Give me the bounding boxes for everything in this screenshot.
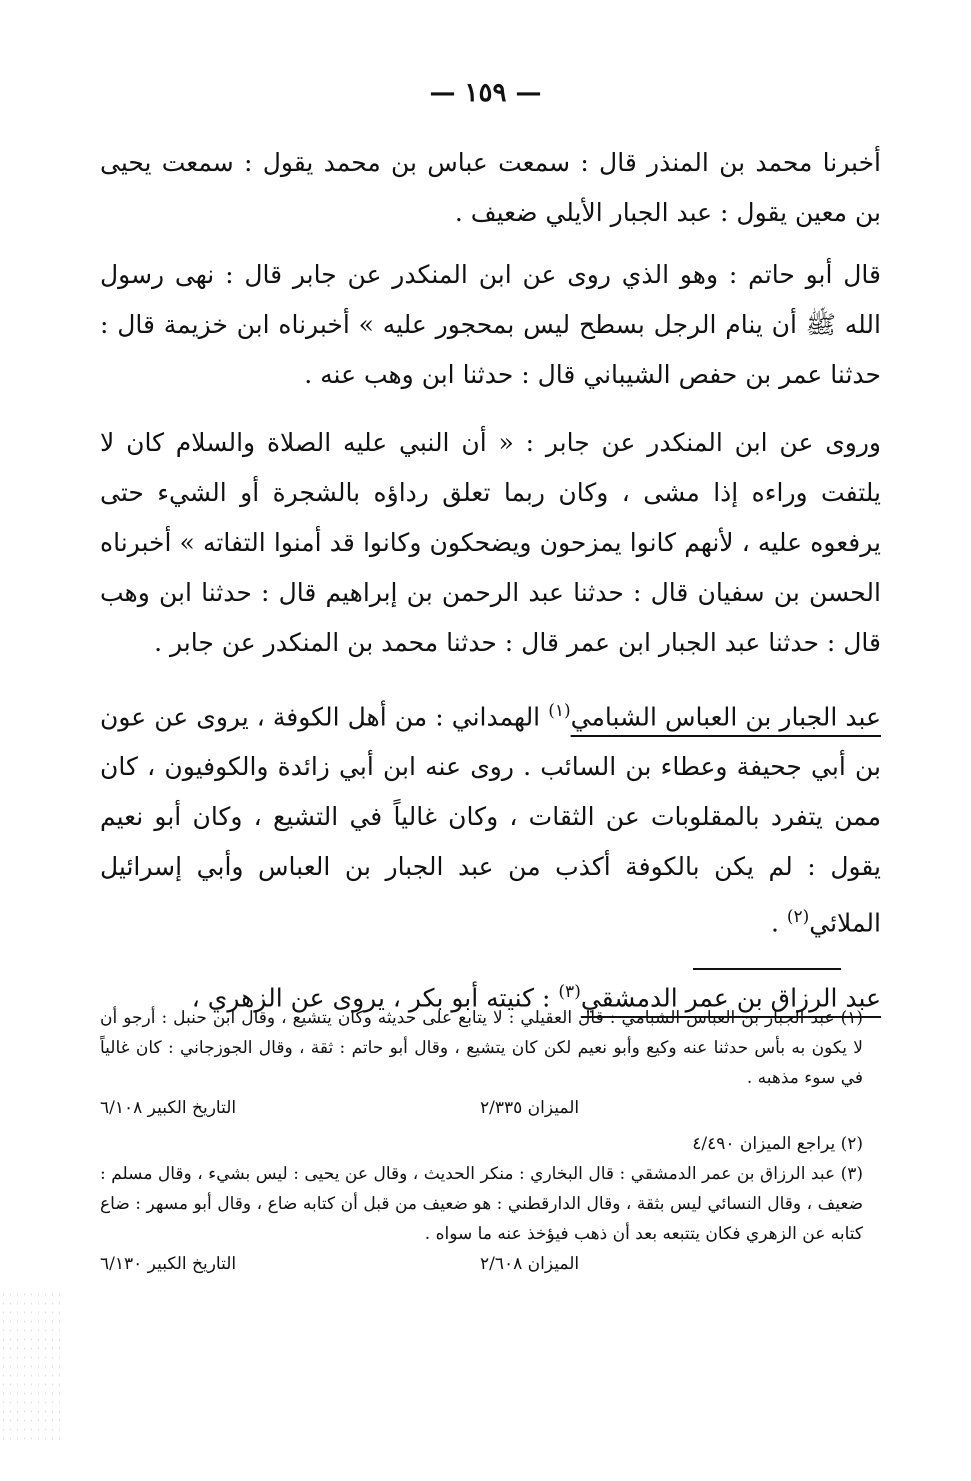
footnote-3-ref-mizan: الميزان ٢/٦٠٨ — [480, 1254, 580, 1274]
footnote-1-ref-tarikh: التاريخ الكبير ٦/١٠٨ — [100, 1098, 237, 1118]
footnote-1-ref-mizan: الميزان ٢/٣٣٥ — [480, 1098, 580, 1118]
paragraph-2: قال أبو حاتم : وهو الذي روى عن ابن المنكدر عن جابر قال : نهى رسول الله ﷺ أن ينام الرجل بسطح ليس بمحجور عليه » أخبرناه ابن خزيمة قال : حدثنا عمر بن حفص الشيباني قال : حدثنا ابن وهب عنه . — [100, 260, 881, 389]
footnote-marker-1: (١) — [548, 701, 571, 721]
page-number: — ١٥٩ — — [429, 78, 542, 108]
footnote-2: (٢) يراجع الميزان ٤/٤٩٠ — [692, 1134, 863, 1154]
entry-abd-al-jabbar — [100, 686, 881, 949]
scan-noise — [0, 1290, 60, 1440]
entry-heading-2: عبد الرزاق بن عمر الدمشقي — [580, 982, 881, 1012]
footnote-marker-2: (٢) — [786, 907, 810, 928]
paragraph-3: وروى عن ابن المنكدر عن جابر : « أن النبي عليه الصلاة والسلام كان لا يلتفت وراءه إذا مشى ، وكان ربما تعلق رداؤه بالشجرة أو الشيء حتى يرفعوه عليه ، لأنهم كانوا يمزحون ويضحكون وكانوا قد أمنوا التفاته » أخبرناه الحسن بن سفيان قال : حدثنا عبد الرحمن بن إبراهيم قال : حدثنا ابن وهب قال : حدثنا عبد الجبار ابن عمر قال : حدثنا محمد بن المنكدر عن جابر . — [100, 428, 881, 657]
footnote-1-references — [100, 1093, 863, 1123]
entry-heading-1: عبد الجبار بن العباس الشبامي — [570, 702, 881, 732]
entry-end-1: . — [770, 908, 787, 938]
paragraph-1: أخبرنا محمد بن المنذر قال : سمعت عباس بن محمد يقول : سمعت يحيى بن معين يقول : عبد الجبار الأيلي ضعيف . — [100, 148, 881, 227]
footnote-3-ref-tarikh: التاريخ الكبير ٦/١٣٠ — [100, 1254, 237, 1274]
footnote-1: (١) عبد الجبار بن العباس الشبامي : قال العقيلي : لا يتابع على حديثه وكان يتشيع ، وقال ابن حنبل : أرجو أن لا يكون به بأس حدثنا عنه وكيع وأبو نعيم لكن كان يتشيع ، وقال أبو حاتم : ثقة ، وقال الجوزجاني : كان غالياً في سوء مذهبه . — [100, 1008, 863, 1088]
footnote-marker-3: (٣) — [558, 981, 581, 1002]
entry-text-1: الهمداني : من أهل الكوفة ، يروى عن عون بن أبي جحيفة وعطاء بن السائب . روى عنه ابن أبي زائدة والكوفيون ، كان ممن يتفرد بالمقلوبات عن الثقات ، وكان غالياً في التشيع ، وكان أبو نعيم يقول : لم يكن بالكوفة أكذب من عبد الجبار بن العباس وأبي إسرائيل الملائي — [100, 702, 882, 938]
entry-text-2: : كنيته أبو بكر ، يروى عن الزهري ، — [191, 982, 559, 1012]
footnotes — [100, 1003, 863, 1285]
footnote-separator — [693, 968, 841, 970]
footnote-3: (٣) عبد الرزاق بن عمر الدمشقي : قال البخاري : منكر الحديث ، وقال عن يحيى : ليس بشيء ، وقال مسلم : ضعيف ، وقال النسائي ليس بثقة ، وقال الدارقطني : هو ضعيف من قبل أن كتابه ضاع ، وقال أبو مسهر : ضاع كتابه عن الزهري فكان يتتبعه بعد أن ذهب فيؤخذ عنه ما سواه . — [100, 1164, 863, 1244]
footnote-3-references — [100, 1249, 863, 1279]
main-text — [100, 138, 881, 1041]
